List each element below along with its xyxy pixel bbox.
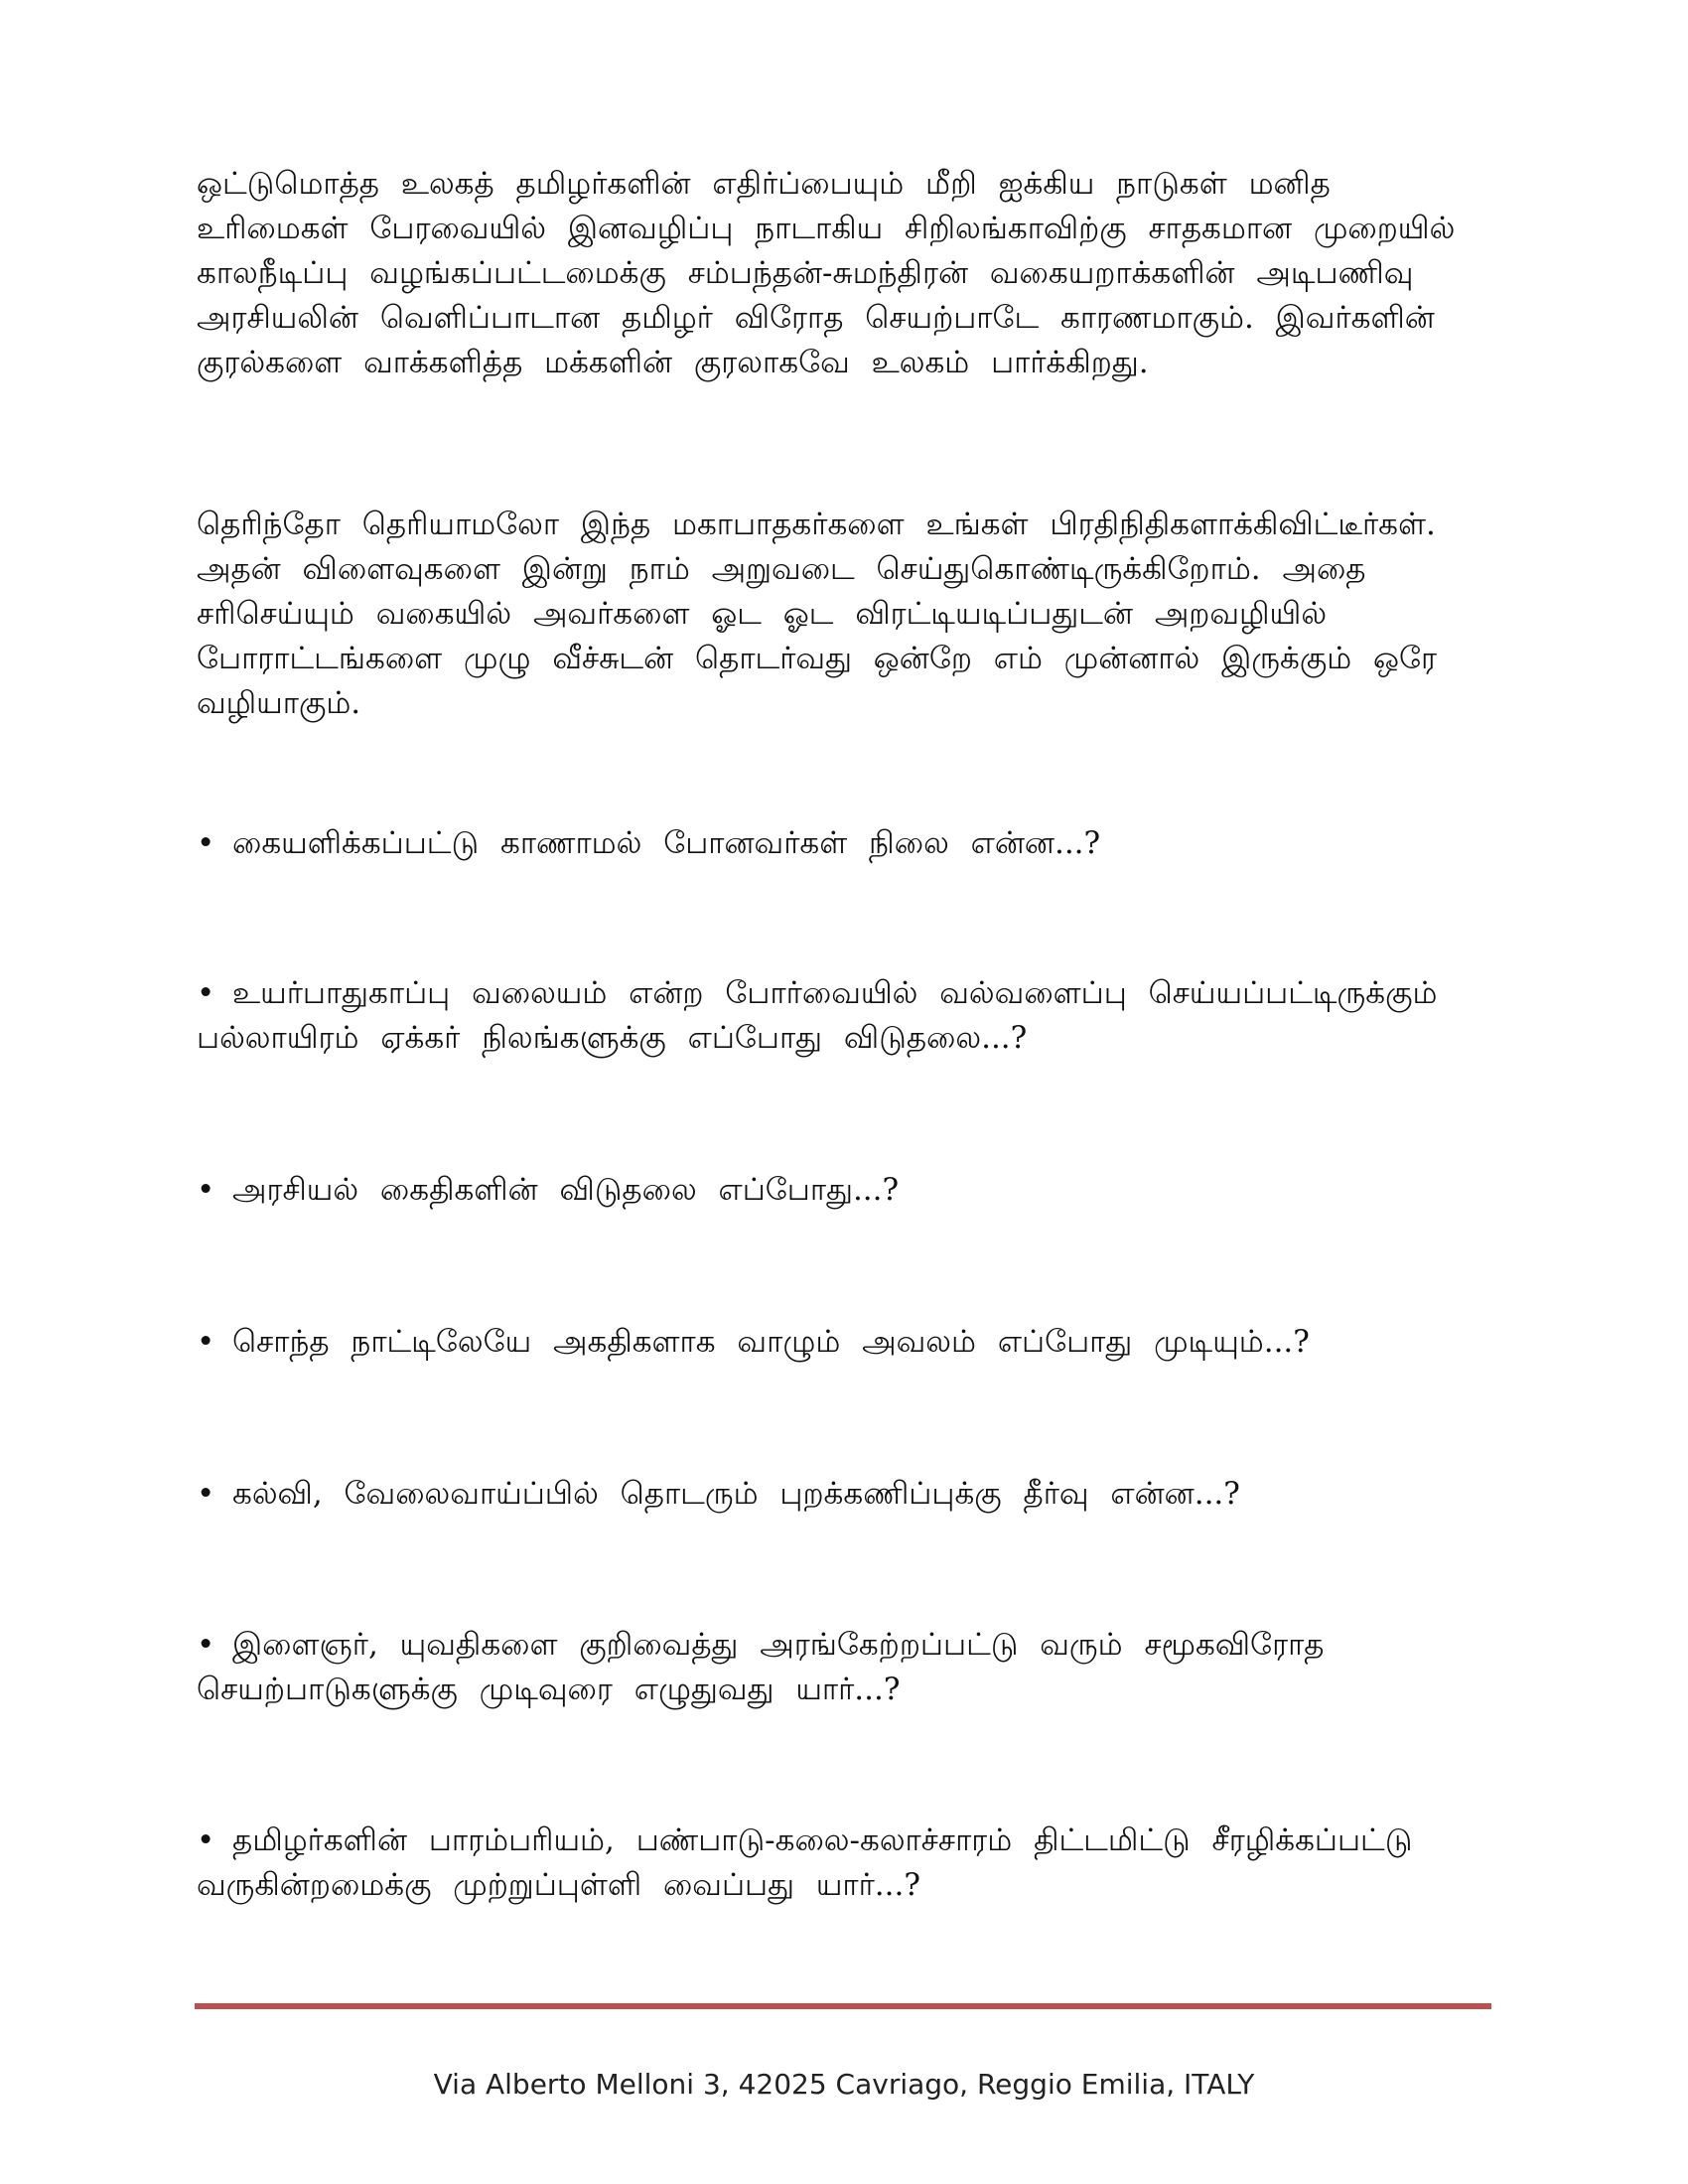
bullet-icon: • xyxy=(197,1172,215,1208)
bullet-icon: • xyxy=(197,1324,215,1360)
footer-divider xyxy=(195,2003,1491,2009)
bullet-item xyxy=(197,1472,1487,1517)
bullet-item xyxy=(197,821,1487,866)
bullet-item xyxy=(197,1168,1487,1213)
bullet-text: அரசியல் கைதிகளின் விடுதலை எப்போது...? xyxy=(232,1172,900,1208)
paragraph-1: ஒட்டுமொத்த உலகத் தமிழர்களின் எதிர்ப்பையும் மீறி ஐக்கிய நாடுகள் மனித உரிமைகள் பேரவையில் இனவழிப்பு நாடாகிய சிறிலங்காவிற்கு சாதகமான முறையில் காலநீடிப்பு வழங்கப்பட்டமைக்கு சம்பந்தன்-சுமந்திரன் வகையறாக்களின் அடிபணிவு அரசியலின் வெளிப்பாடான தமிழர் விரோத செயற்பாடே காரணமாகும். இவர்களின் குரல்களை வாக்களித்த மக்களின் குரலாகவே உலகம் பார்க்கிறது. xyxy=(197,166,1456,380)
bullet-text: கல்வி, வேலைவாய்ப்பில் தொடரும் புறக்கணிப்புக்கு தீர்வு என்ன...? xyxy=(232,1476,1240,1512)
bullet-text: சொந்த நாட்டிலேயே அகதிகளாக வாழும் அவலம் எப்போது முடியும்...? xyxy=(232,1324,1310,1360)
bullet-item xyxy=(197,1623,1487,1712)
bullet-icon: • xyxy=(197,825,215,861)
bullet-text: உயர்பாதுகாப்பு வலையம் என்ற போர்வையில் வல்வளைப்பு செய்யப்பட்டிருக்கும் பல்லாயிரம் ஏக்கர் நிலங்களுக்கு எப்போது விடுதலை...? xyxy=(197,975,1438,1056)
footer-address: Via Alberto Melloni 3, 42025 Cavriago, Reggio Emilia, ITALY xyxy=(433,2068,1255,2101)
bullet-item xyxy=(197,1819,1487,1908)
bullet-item xyxy=(197,1320,1487,1365)
bullet-icon: • xyxy=(197,1476,215,1512)
paragraph-2: தெரிந்தோ தெரியாமலோ இந்த மகாபாதகர்களை உங்கள் பிரதிநிதிகளாக்கிவிட்டீர்கள். அதன் விளைவுகளை இன்று நாம் அறுவடை செய்துகொண்டிருக்கிறோம். அதை சரிசெய்யும் வகையில் அவர்களை ஓட ஓட விரட்டியடிப்பதுடன் அறவழியில் போராட்டங்களை முழு வீச்சுடன் தொடர்வது ஒன்றே எம் முன்னால் இருக்கும் ஒரே வழியாகும். xyxy=(197,507,1437,721)
bullet-text: இளைஞர், யுவதிகளை குறிவைத்து அரங்கேற்றப்பட்டு வரும் சமூகவிரோத செயற்பாடுகளுக்கு முடிவுரை எழுதுவது யார்...? xyxy=(197,1627,1325,1707)
bullet-item xyxy=(197,971,1487,1061)
bullet-text: கையளிக்கப்பட்டு காணாமல் போனவர்கள் நிலை என்ன...? xyxy=(232,825,1101,861)
bullet-icon: • xyxy=(197,1822,215,1858)
bullet-icon: • xyxy=(197,975,215,1011)
body-content xyxy=(197,162,1487,1908)
bullet-text: தமிழர்களின் பாரம்பரியம், பண்பாடு-கலை-கலாச்சாரம் திட்டமிட்டு சீரழிக்கப்பட்டு வருகின்றமைக்கு முற்றுப்புள்ளி வைப்பது யார்...? xyxy=(197,1822,1413,1903)
bullet-icon: • xyxy=(197,1627,215,1663)
